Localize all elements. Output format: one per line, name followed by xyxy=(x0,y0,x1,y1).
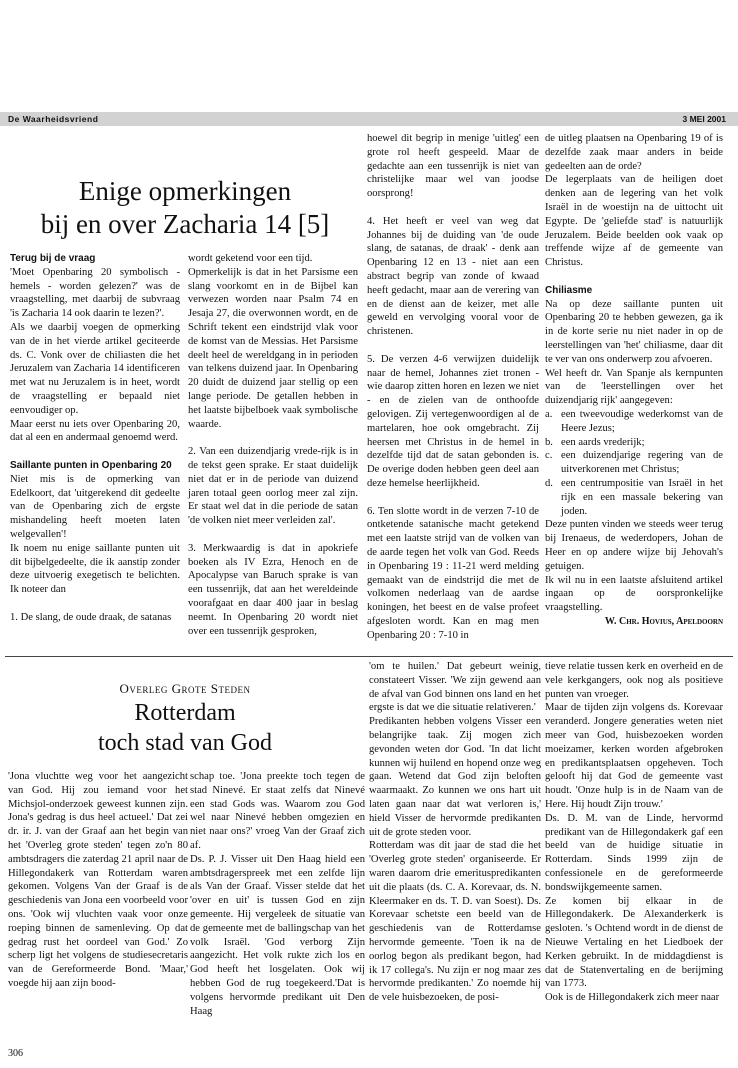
paragraph: Wel heeft dr. Van Spanje als kernpunten van de 'leerstellingen over het duizendjarig rijk' aangegeven: xyxy=(545,367,723,407)
article2-title xyxy=(20,698,350,758)
paragraph: 3. Merkwaardig is dat in apokriefe boeken als IV Ezra, Henoch en de Apocalypse van Baruch sprake is van een tussenrijk, dat aan het wereldeinde voorafgaat en daar 400 jaar in beslag neemt. In Openbaring 20 wordt niet over een tussenrijk gesproken, xyxy=(188,542,358,637)
paragraph: 1. De slang, de oude draak, de satanas xyxy=(10,611,172,623)
article2-column-1: 'Jona vluchtte weg voor het aangezicht van God. Hij zou iemand voor het Michsjol-onderzoek geweest kunnen zijn. Jona's gedrag is dus heel actueel.' Dat zei dr. ir. J. van der Graaf aan het begin van het 'Overleg grote steden' tegen zo'n 80 ambtsdragers die zaterdag 21 april naar de Hillegondakerk van Rotterdam waren gekomen. Volgens Van der Graaf is de geschiedenis van Jona een voorbeeld voor ons. 'Ook wij vluchten vaak voor onze roeping binnen de samenleving. Op dat gedrag rust het oordeel van God.' Zo scherp ligt het volgens de studiesecretaris van de Gereformeerde Bond. 'Maar,' voegde hij aan zijn bood- xyxy=(8,771,188,989)
publication-name: De Waarheidsvriend xyxy=(8,114,99,124)
article1-column-3 xyxy=(367,132,539,642)
paragraph: wordt geketend voor een tijd. xyxy=(188,253,313,264)
paragraph: Deze punten vinden we steeds weer terug bij Irenaeus, de wederdopers, Johan de Heer en op andere wijze bij Jehovah's getuigen. xyxy=(545,519,723,572)
list-item: c. een duizendjarige regering van de uitverkorenen met Christus; xyxy=(545,450,723,476)
paragraph: Maar eerst nu iets over Openbaring 20, dat al een en andermaal genoemd werd. xyxy=(10,418,180,444)
article2-column-3: 'om te huilen.' Dat gebeurt weinig, constateert Visser. 'We zijn gewend aan de afval van God binnen ons land en het ergste is dat we die situatie relativeren.' Predikanten hebben volgens Visser een belangrijke taak. Zij mogen zich gevonden weten dor God. 'In dat licht kunnen wij huilend en hopend onze weg gaan. Wetend dat God zijn beloften waarmaakt. Zo kunnen we ons hart uit laten gaan naar dat wat verloren is,' hield Visser de hervormde predikanten uit de grote steden voor. Rotterdam was dit jaar de stad die het 'Overleg grote steden' organiseerde. Er waren daarom drie emerituspredikanten uit die plaats (ds. C. A. Korevaar, ds. N. Kleermaker en ds. T. D. van Soest). Ds. Korevaar schetste een beeld van de geschiedenis van de Rotterdamse hervormde gemeente. 'Toen ik na de oorlog begon als predikant begon, had ik 17 collega's. Nu zijn er nog maar zes hervormde predikanten.' Zo noemde hij de vele huisbezoeken, de posi- xyxy=(369,661,541,1004)
paragraph: Na op deze saillante punten uit Openbaring 20 te hebben gewezen, ga ik in de korte serie nu niet nader in op de leerstellingen van 'het' chiliasme, daar dit te ver van ons onderwerp zou afvoeren. xyxy=(545,298,723,365)
paragraph: Niet mis is de opmerking van Edelkoort, dat 'uitgerekend dit gedeelte van de Openbaring zich de ergste mishandeling heeft moeten laten welgevallen'! xyxy=(10,473,180,540)
paragraph: de uitleg plaatsen na Openbaring 19 of is dezelfde zaak maar anders in beide gedeelten aan de orde? xyxy=(545,133,723,172)
article1-column-1 xyxy=(10,252,180,625)
paragraph: Ik wil nu in een laatste afsluitend artikel ingaan op de oorspronkelijke vraagstelling. xyxy=(545,574,723,614)
paragraph: 4. Het heeft er veel van weg dat Johannes bij de duiding van 'de oude slang, de satanas, de draak' - denk aan Openbaring 12 en 13 - niet aan een abstract begrip van zonde of kwaad heeft gedacht, maar aan de verering van en de dienst aan de keizer, met alle geweld en vervolging vooral voor de christenen. xyxy=(367,215,539,338)
article2-kicker: Overleg Grote Steden xyxy=(119,681,251,696)
paragraph: Als we daarbij voegen de opmerking van de in het vierde artikel geciteerde ds. C. Vonk over de chiliasten die het Jeruzalem van Zacharia 14 identificeren met wat nu Jeruzalem is in heet, wordt de vraagstelling er bepaald niet eenvoudiger op. xyxy=(10,321,180,416)
author-signature: W. Chr. Hovius, Apeldoorn xyxy=(604,615,723,627)
article2-title-line2: toch stad van God xyxy=(98,730,272,756)
subheading: Chiliasme xyxy=(545,284,593,296)
paragraph: 'Moet Openbaring 20 symbolisch - hemels - worden gelezen?' was de vraagstelling, met daarbij de subvraag 'is Zacharia 14 ook daarin te lezen?'. xyxy=(10,266,180,320)
paragraph: 2. Van een duizendjarig vrede-rijk is in de tekst geen sprake. Er staat duidelijk niet dat er in de periode van duizend jaren totaal geen oorlog meer zal zijn. Er staat wel dat in die periode de satan 'de volken niet meer verleiden zal'. xyxy=(188,446,358,527)
article1-title xyxy=(20,175,350,241)
article2-title-line1: Rotterdam xyxy=(134,700,236,726)
list-item: b. een aards vrederijk; xyxy=(545,436,645,448)
paragraph: Opmerkelijk is dat in het Parsisme een slang voorkomt en in de Bijbel kan verwezen worden naar Psalm 74 en Jesaja 27, die overwonnen wordt, en de Schrift tekent een eindstrijd vlak voor de komst van de Messias. Het Parsisme deelt heel de wereldgang in in perioden van telkens duizend jaar. In Openbaring 20 duidt de duizend jaar stellig op een lange periode. De getallen hebben in het laatste bijbelboek vaak symbolische waarde. xyxy=(188,266,358,430)
subheading: Saillante punten in Openbaring 20 xyxy=(10,459,172,471)
kernpunten-list xyxy=(545,408,723,518)
paragraph: 5. De verzen 4-6 verwijzen duidelijk naar de hemel, Johannes ziet tronen - wie daarop zitten horen en lezen we niet - en de zielen van de onthoofde gelovigen. Zij vertegenwoordigen al de martelaren, hoe ook omgebracht. Zij heersen met Christus in de hemel in dezelfde tijd dat de satan gebonden is. De overige doden hebben geen deel aan deze hemelse heerlijkheid. xyxy=(367,353,539,489)
paragraph: 6. Ten slotte wordt in de verzen 7-10 de ontketende satanische macht getekend met een laatste strijd van de volken van de aarde tegen het volk van God. Reeds in Openbaring 19 : 11-21 werd melding gemaakt van de eindstrijd die met de volkomen nederlaag van de aardse koningen, het beest en de valse profeet afgesloten wordt. Kan en mag men Openbaring 20 : 7-10 in xyxy=(367,505,539,641)
article1-column-2 xyxy=(188,252,358,638)
paragraph: De legerplaats van de heiligen doet denken aan de legering van het volk Israël in de woestijn na de uittocht uit Egypte. De 'geliefde stad' is natuurlijk Jeruzalem. Beide beelden ook vaak op treffende wijze af de gemeente van Christus. xyxy=(545,174,723,269)
article1-title-line1: Enige opmerkingen xyxy=(78,176,292,206)
list-item: d. een centrumpositie van Israël in het rijk en een massale bekering van joden. xyxy=(545,477,723,517)
masthead-bar xyxy=(0,112,738,126)
article2-column-4: tieve relatie tussen kerk en overheid en de vele kerkgangers, ook nog als positieve punten van vroeger. Maar de tijden zijn volgens ds. Korevaar veranderd. Jongere generaties weten niet meer van God, huisbezoeken worden moeizamer, kerken worden afgebroken en predikantsplaatsen opgeheven. Toch gelooft hij dat God de gemeente vast houdt. 'Onze hulp is in de Naam van de Here. Hij houdt Zijn trouw.' Ds. D. M. van de Linde, hervormd predikant van de Hillegondakerk gaf een beeld van de huidige situatie in Rotterdam. Sinds 1999 zijn de confessionele en de gereformeerde bondswijkgemeente samen. Ze komen bij elkaar in de Hillegondakerk. De Alexanderkerk is gesloten. 's Ochtend wordt in de dienst de Nieuwe Vertaling en het Liedboek der Kerken gebruikt. In de middagdienst is dat de Statenvertaling en de berijming van 1773. Ook is de Hillegondakerk zich meer naar xyxy=(545,661,723,1004)
article2-column-2: schap toe. 'Jona preekte toch tegen de stad Ninevé. Er staat zelfs dat Ninevé een stad Gods was. Waarom zou God wel naar Ninevé hebben omgezien en niet naar ons?' vroeg Van der Graaf zich af. Ds. P. J. Visser uit Den Haag hield een ambtsdragerspreek met een zelfde lijn als Van der Graaf. Visser stelde dat het 'over en uit' is tussen God en zijn gemeente. Hij vergeleek de situatie van de gemeente met de ballingschap van het volk Israël. 'God verborg Zijn aangezicht. Het volk rukte zich los en God heeft het losgelaten. Ook wij hebben God de rug toegekeerd.'Dat is volgens hervormde predikant uit Den Haag xyxy=(190,771,365,1017)
paragraph: Ik noem nu enige saillante punten uit dit bijbelgedeelte, die ik aanstip zonder deze uitvoerig exegetisch te belichten. Ik noteer dan xyxy=(10,542,180,596)
page-number: 306 xyxy=(8,1048,23,1059)
article1-title-line2: bij en over Zacharia 14 [5] xyxy=(40,209,330,239)
issue-date: 3 MEI 2001 xyxy=(682,114,726,124)
article-divider xyxy=(5,656,733,657)
list-item: a. een tweevoudige wederkomst van de Heere Jezus; xyxy=(545,408,723,434)
paragraph: hoewel dit begrip in menige 'uitleg' een grote rol heeft gespeeld. Maar de gedachte aan een tussenrijk is niet van christelijke maar wel van joodse oorsprong! xyxy=(367,133,539,200)
article1-column-4 xyxy=(545,132,723,629)
subheading: Terug bij de vraag xyxy=(10,253,96,264)
